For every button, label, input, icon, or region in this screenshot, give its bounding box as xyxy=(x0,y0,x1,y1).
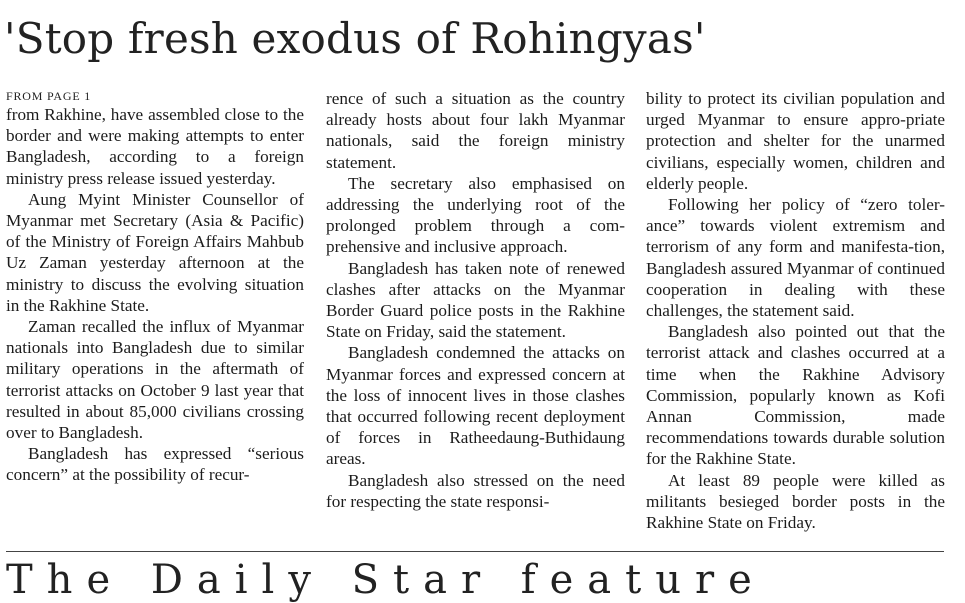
next-article-headline-fragment xyxy=(6,557,944,603)
paragraph: Bangladesh also pointed out that the terrorist attack and clashes occurred at a time when the Rakhine Advisory Commission, popularly known as Kofi Annan Commission, made recommendations towards durable solution for the Rakhine State. xyxy=(646,322,945,469)
article-column-1 xyxy=(6,88,304,536)
article-column-2 xyxy=(326,88,625,536)
section-divider xyxy=(6,551,944,552)
paragraph: Bangladesh also stressed on the need for respecting the state responsi- xyxy=(326,470,625,511)
paragraph: Bangladesh condemned the attacks on Myanmar forces and expressed concern at the loss of innocent lives in those clashes that occurred following recent deployment of forces in Ratheedaung-Buthidaung areas. xyxy=(326,343,625,469)
paragraph: bility to protect its civilian population and urged Myanmar to ensure appro-priate protection and shelter for the unarmed civilians, especially women, children and elderly people. xyxy=(646,89,945,193)
paragraph: The secretary also emphasised on addressing the underlying root of the prolonged problem through a com-prehensive and inclusive approach. xyxy=(326,173,625,257)
paragraph: At least 89 people were killed as militants besieged border posts in the Rakhine State on Friday. xyxy=(646,470,945,533)
continued-from-label: FROM PAGE 1 xyxy=(6,89,92,103)
article-column-3 xyxy=(646,88,945,536)
paragraph: Following her policy of “zero toler-ance” towards violent extremism and terrorism of any form and manifesta-tion, Bangladesh assured Myanmar of continued cooperation in dealing with these challenges, the statement said. xyxy=(646,195,945,321)
paragraph: Aung Myint Minister Counsellor of Myanmar met Secretary (Asia & Pacific) of the Ministry of Foreign Affairs Mahbub Uz Zaman yesterday afternoon at the ministry to discuss the evolving situation in the Rakhine State. xyxy=(6,189,304,315)
paragraph: Zaman recalled the influx of Myanmar nationals into Bangladesh due to similar military operations in the aftermath of terrorist attacks on October 9 last year that resulted in about 85,000 civilians crossing over to Bangladesh. xyxy=(6,317,304,443)
paragraph: rence of such a situation as the country already hosts about four lakh Myanmar nationals, said the foreign ministry statement. xyxy=(326,89,625,172)
next-headline-text: The Daily Star feature xyxy=(6,557,766,603)
paragraph: Bangladesh has taken note of renewed clashes after attacks on the Myanmar Border Guard police posts in the Rakhine State on Friday, said the statement. xyxy=(326,258,625,342)
article-headline: 'Stop fresh exodus of Rohingyas' xyxy=(4,14,706,63)
paragraph: from Rakhine, have assembled close to the border and were making attempts to enter Bangladesh, according to a foreign ministry press release issued yesterday. xyxy=(6,105,304,188)
paragraph: Bangladesh has expressed “serious concern” at the possibility of recur- xyxy=(6,444,304,485)
